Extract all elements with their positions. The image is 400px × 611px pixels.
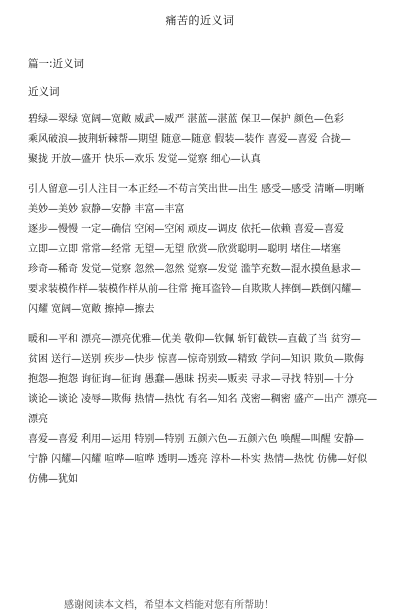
text-line: 谈论—谈论 凌辱—欺侮 热情—热忱 有名—知名 茂密—稠密 盛产—出产 漂亮— xyxy=(28,394,378,405)
text-line: 喜爱—喜爱 利用—运用 特别—特别 五颜六色—五颜六色 唤醒—叫醒 安静— xyxy=(28,434,364,445)
document-title: 痛苦的近义词 xyxy=(165,14,235,27)
text-line: 引人留意—引人注目一本正经—不苟言笑出世—出生 感受—感受 清晰—明晰 xyxy=(28,184,365,195)
text-line: 贫困 送行—送别 疾步—快步 惊喜—惊奇别致—精致 学问—知识 欺负—欺侮 xyxy=(28,354,364,365)
text-line: 碧绿—翠绿 宽阔—宽敞 威武—威严 湛蓝—湛蓝 保卫—保护 颜色—色彩 xyxy=(28,114,344,125)
text-line: 立即—立即 常常—经常 无望—无望 欣赏—欣赏聪明—聪明 堵住—堵塞 xyxy=(28,244,341,255)
text-line: 暖和—平和 漂亮—漂亮优雅—优美 敬仰—钦佩 斩钉截铁—直截了当 贫穷— xyxy=(28,334,361,345)
text-line: 珍奇—稀奇 发觉—觉察 忽然—忽然 觉察—发觉 滥竽充数—混水摸鱼悬求— xyxy=(28,264,361,275)
subtitle: 近义词 xyxy=(28,86,60,98)
text-line: 美妙—美妙 寂静—安静 丰富—丰富 xyxy=(28,204,185,215)
text-line: 要求装模作样—装模作样从前—往常 掩耳盗铃—自欺欺人摔倒—跌倒闪耀— xyxy=(28,284,362,295)
text-line: 漂亮 xyxy=(28,414,48,425)
text-line: 闪耀 宽阔—宽敞 擦掉—擦去 xyxy=(28,304,155,315)
text-line: 乘风破浪—披荆斩棘帮—期望 随意—随意 假装—装作 喜爱—喜爱 合拢— xyxy=(28,134,351,145)
section-heading: 篇一:近义词 xyxy=(28,58,85,70)
footer-note: 感谢阅读本文档，希望本文档能对您有所帮助！ xyxy=(64,600,274,611)
text-line: 聚拢 开放—盛开 快乐—欢乐 发觉—觉察 细心—认真 xyxy=(28,154,261,165)
paragraph-gap xyxy=(28,170,383,180)
text-line: 宁静 闪耀—闪耀 喧哗—喧哗 透明—透亮 淳朴—朴实 热情—热忱 仿佛—好似 xyxy=(28,454,368,465)
paragraph-gap xyxy=(28,320,383,330)
synonym-list xyxy=(28,110,383,490)
text-line: 抱怨—抱怨 询征询—征询 愚蠢—愚昧 拐卖—贩卖 寻求—寻找 特别—十分 xyxy=(28,374,354,385)
text-line: 逐步—慢慢 一定—确信 空闲—空闲 顽皮—调皮 依托—依赖 喜爱—喜爱 xyxy=(28,224,344,235)
text-line: 仿佛—犹如 xyxy=(28,474,78,485)
